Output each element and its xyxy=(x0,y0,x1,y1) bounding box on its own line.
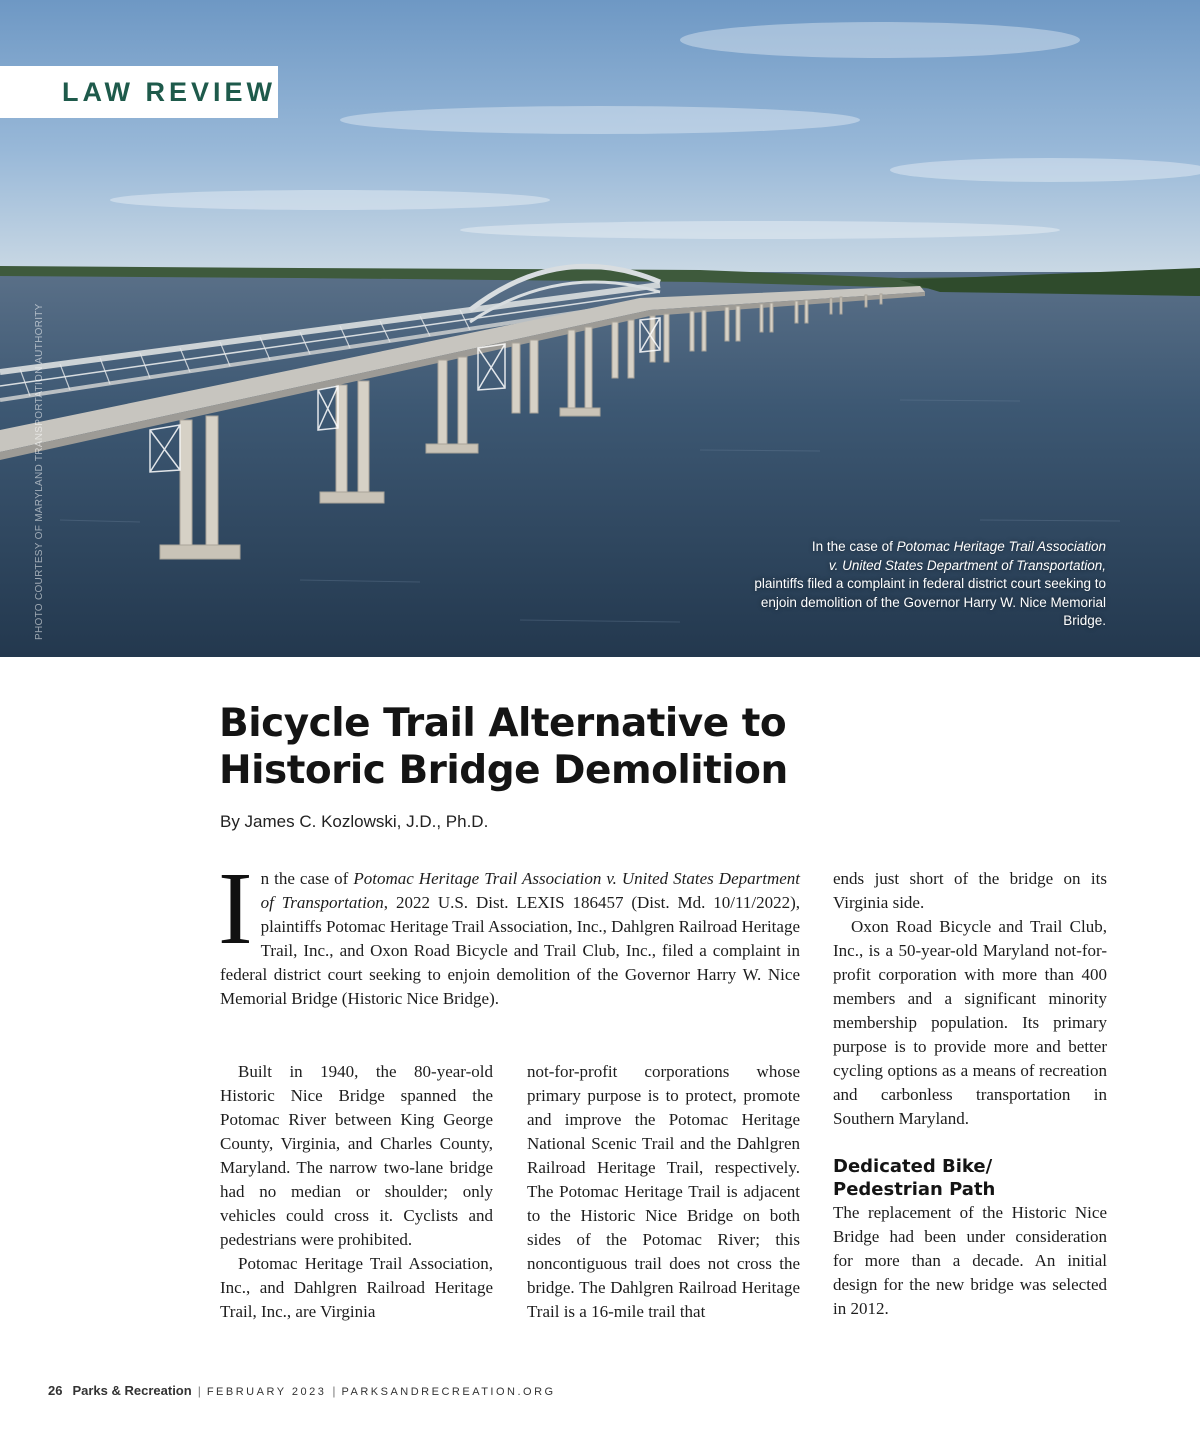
caption-prefix: In the case of xyxy=(811,539,897,554)
caption-case-name-a: Potomac Heritage Trail Association xyxy=(896,539,1106,554)
col3-paragraph-2: Oxon Road Bicycle and Trail Club, Inc., is a 50-year-old Maryland not-for-profit corporation with more than 400 members and a significant minority membership population. Its primary purpose is to provide more and better cycling options as a means of recreation and carbonless transportation in Southern Maryland. xyxy=(833,917,1107,1128)
photo-credit: PHOTO COURTESY OF MARYLAND TRANSPORTATION AUTHORITY xyxy=(34,303,45,640)
lead-part-1: n the case of xyxy=(260,869,354,888)
subhead-line-2: Pedestrian Path xyxy=(833,1179,996,1200)
article-title xyxy=(219,700,919,794)
col3-paragraph-1: ends just short of the bridge on its Virginia side. xyxy=(833,869,1107,912)
byline: By James C. Kozlowski, J.D., Ph.D. xyxy=(220,812,489,831)
page-number: 26 xyxy=(48,1383,63,1398)
issue-date: FEBRUARY 2023 xyxy=(206,1386,327,1398)
section-tag-label: LAW REVIEW xyxy=(62,77,276,107)
lead-paragraph xyxy=(218,851,800,1011)
col2-paragraph-1: not-for-profit corporations whose primary purpose is to protect, promote and improve the Potomac Heritage National Scenic Trail and the Dahlgren Railroad Heritage Trail, respectively. The Potomac Heritage Trail is adjacent to the Historic Nice Bridge on both sides of the Potomac River; this noncontiguous trail does not cross the bridge. The Dahlgren Railroad Heritage Trail is a 16-mile trail that xyxy=(527,1062,800,1321)
subhead xyxy=(833,1155,1107,1201)
subhead-line-1: Dedicated Bike/ xyxy=(833,1156,993,1177)
footer-separator-1: | xyxy=(197,1384,201,1398)
page-footer xyxy=(48,1383,556,1398)
caption-case-name-b: v. United States Department of Transportation, xyxy=(828,557,1106,573)
title-line-1: Bicycle Trail Alternative to xyxy=(219,701,787,746)
photo-caption xyxy=(726,538,1106,631)
column-1 xyxy=(220,1060,493,1324)
column-3 xyxy=(833,867,1107,1321)
caption-text: plaintiffs filed a complaint in federal district court seeking to enjoin demolition of the Governor Harry W. Nice Memorial Bridge. xyxy=(754,576,1106,629)
footer-separator-2: | xyxy=(332,1384,336,1398)
title-line-2: Historic Bridge Demolition xyxy=(219,748,788,793)
lead-case-name: Potomac Heritage Trail Association v. United States Department of Transportation xyxy=(260,869,800,912)
lead-part-2: , 2022 U.S. Dist. LEXIS 186457 (Dist. Md. 10/11/2022), plaintiffs Potomac Heritage Trail Association, Inc., Dahlgren Railroad Heritage Trail, Inc., and Oxon Road Bicycle and Trail Club, Inc., filed a complaint in federal district court seeking to enjoin demolition of the Governor Harry W. Nice Memorial Bridge (Historic Nice Bridge). xyxy=(220,893,800,1008)
col1-paragraph-2: Potomac Heritage Trail Association, Inc., and Dahlgren Railroad Heritage Trail, Inc., are Virginia xyxy=(220,1254,493,1321)
website: PARKSANDRECREATION.ORG xyxy=(341,1386,556,1398)
magazine-name: Parks & Recreation xyxy=(72,1383,192,1398)
column-2 xyxy=(527,1060,800,1324)
col3-paragraph-3: The replacement of the Historic Nice Bridge had been under consideration for more than a decade. An initial design for the new bridge was selected in 2012. xyxy=(833,1203,1107,1318)
section-tag xyxy=(0,66,278,118)
drop-cap: I xyxy=(218,851,253,966)
col1-paragraph-1: Built in 1940, the 80-year-old Historic Nice Bridge spanned the Potomac River between King George County, Virginia, and Charles County, Maryland. The narrow two-lane bridge had no median or shoulder; only vehicles could cross it. Cyclists and pedestrians were prohibited. xyxy=(220,1062,493,1249)
hero-photo xyxy=(0,0,1200,657)
